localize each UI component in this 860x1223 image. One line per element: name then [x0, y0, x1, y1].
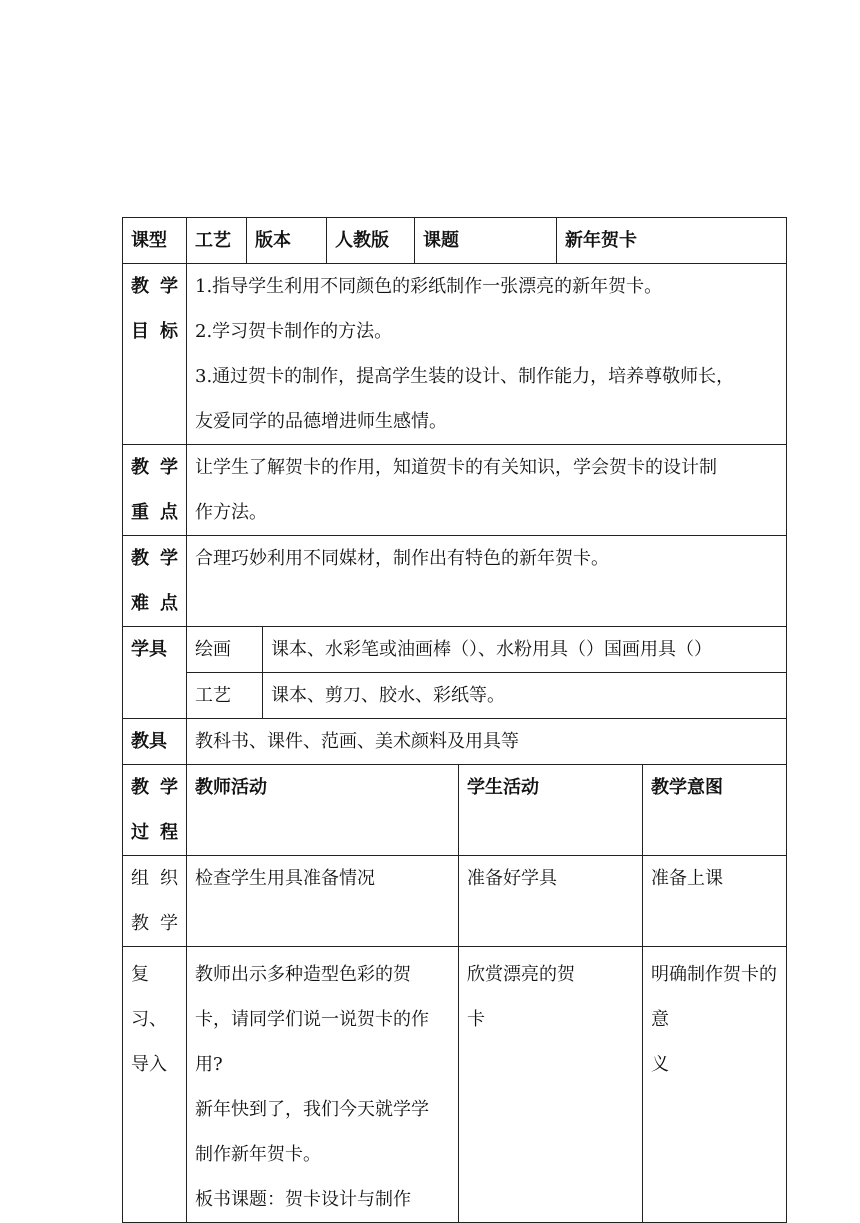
- process-row-review: [123, 947, 787, 1223]
- course-type-value: 工艺: [187, 218, 247, 264]
- student-tools-label: 学具: [123, 627, 187, 719]
- process-label: 教学 过程: [123, 765, 187, 856]
- course-type-label: 课型: [123, 218, 187, 264]
- organize-teacher-activity: 检查学生用具准备情况: [187, 856, 459, 947]
- difficulties-content: 合理巧妙利用不同媒材，制作出有特色的新年贺卡。: [187, 536, 787, 627]
- review-teacher-activity: 教师出示多种造型色彩的贺 卡，请同学们说一说贺卡的作 用? 新年快到了，我们今天就学学 制作新年贺卡。 板书课题：贺卡设计与制作: [187, 947, 459, 1223]
- tool-kind-painting: 绘画: [187, 627, 263, 673]
- tool-items-painting: 课本、水彩笔或油画棒（）、水粉用具（）国画用具（）: [263, 627, 787, 673]
- organize-intent: 准备上课: [643, 856, 787, 947]
- process-header-row: [123, 765, 787, 856]
- teacher-activity-header: 教师活动: [187, 765, 459, 856]
- goals-row: [123, 264, 787, 445]
- tool-items-craft: 课本、剪刀、胶水、彩纸等。: [263, 673, 787, 719]
- teaching-intent-header: 教学意图: [643, 765, 787, 856]
- header-row: [123, 218, 787, 264]
- lesson-plan-table: [122, 217, 787, 1223]
- goals-content: 1.指导学生利用不同颜色的彩纸制作一张漂亮的新年贺卡。 2.学习贺卡制作的方法。 3.通过贺卡的制作，提高学生装的设计、制作能力，培养尊敬师长， 友爱同学的品德增进师生感情。: [187, 264, 787, 445]
- key-points-row: [123, 445, 787, 536]
- topic-label: 课题: [415, 218, 557, 264]
- difficulties-row: [123, 536, 787, 627]
- edition-value: 人教版: [327, 218, 415, 264]
- tool-kind-craft: 工艺: [187, 673, 263, 719]
- teacher-tools-content: 教科书、课件、范画、美术颜料及用具等: [187, 719, 787, 765]
- stage-review: 复 习、 导入: [123, 947, 187, 1223]
- teacher-tools-label: 教具: [123, 719, 187, 765]
- student-activity-header: 学生活动: [459, 765, 643, 856]
- student-tools-row-craft: [123, 673, 787, 719]
- teacher-tools-row: [123, 719, 787, 765]
- review-student-activity: 欣赏漂亮的贺 卡: [459, 947, 643, 1223]
- goals-label: 教学 目标: [123, 264, 187, 445]
- topic-value: 新年贺卡: [557, 218, 787, 264]
- student-tools-row-painting: [123, 627, 787, 673]
- organize-student-activity: 准备好学具: [459, 856, 643, 947]
- key-points-content: 让学生了解贺卡的作用，知道贺卡的有关知识，学会贺卡的设计制 作方法。: [187, 445, 787, 536]
- process-row-organize: [123, 856, 787, 947]
- review-intent: 明确制作贺卡的意 义: [643, 947, 787, 1223]
- key-points-label: 教学 重点: [123, 445, 187, 536]
- stage-organize: 组织 教学: [123, 856, 187, 947]
- edition-label: 版本: [247, 218, 327, 264]
- difficulties-label: 教学 难点: [123, 536, 187, 627]
